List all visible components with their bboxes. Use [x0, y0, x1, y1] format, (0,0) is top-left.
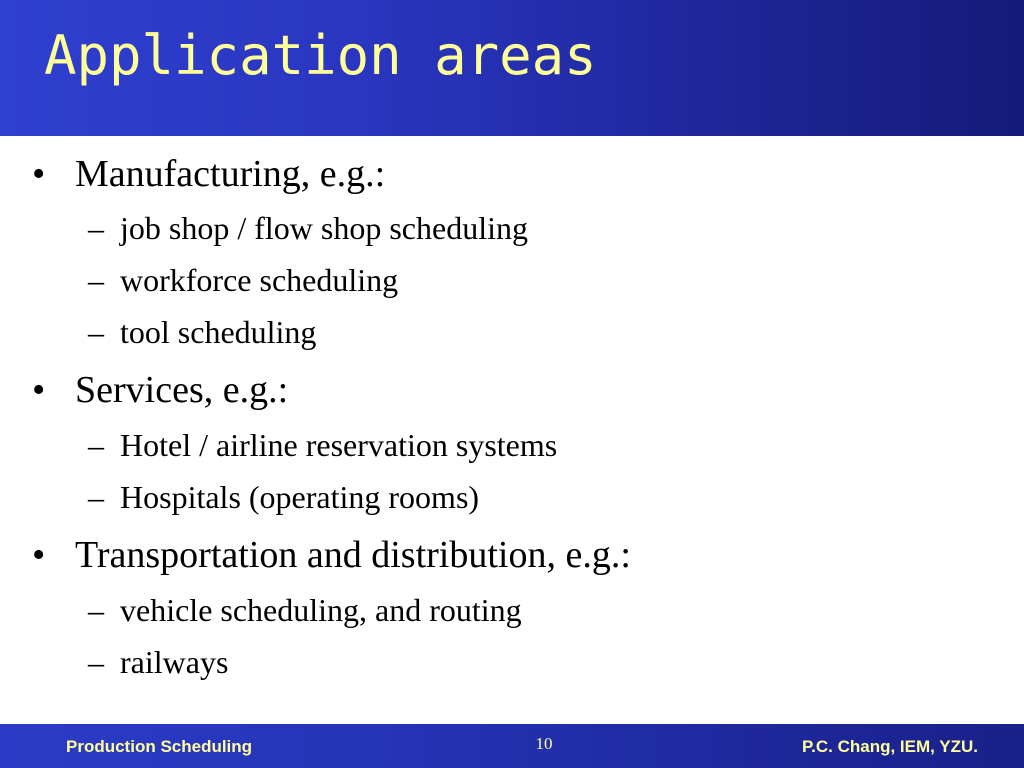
sub-item-label: workforce scheduling: [120, 262, 399, 298]
dash-icon: –: [88, 210, 104, 246]
bullet-label: Transportation and distribution, e.g.:: [75, 534, 631, 576]
dash-icon: –: [88, 592, 104, 628]
sub-item: [88, 261, 398, 299]
sub-item: [88, 426, 557, 464]
bullet-item-transportation: [32, 533, 631, 577]
slide-title: Application areas: [44, 24, 597, 87]
sub-item-label: tool scheduling: [120, 314, 317, 350]
bullet-label: Services, e.g.:: [75, 369, 289, 411]
page-number: 10: [535, 734, 553, 753]
sub-item-label: Hotel / airline reservation systems: [120, 427, 558, 463]
dash-icon: –: [88, 427, 104, 463]
sub-item: [88, 313, 316, 351]
sub-item-label: railways: [120, 644, 229, 680]
footer-course-title: Production Scheduling: [66, 737, 253, 756]
bullet-icon: •: [32, 369, 46, 411]
bullet-label: Manufacturing, e.g.:: [75, 153, 386, 195]
bullet-item-manufacturing: [32, 152, 385, 196]
dash-icon: –: [88, 479, 104, 515]
bullet-icon: •: [32, 534, 46, 576]
dash-icon: –: [88, 644, 104, 680]
dash-icon: –: [88, 262, 104, 298]
sub-item-label: vehicle scheduling, and routing: [120, 592, 522, 628]
sub-item-label: Hospitals (operating rooms): [120, 479, 480, 515]
sub-item: [88, 478, 479, 516]
dash-icon: –: [88, 314, 104, 350]
bullet-icon: •: [32, 153, 46, 195]
sub-item: [88, 591, 522, 629]
sub-item-label: job shop / flow shop scheduling: [120, 210, 528, 246]
sub-item: [88, 209, 528, 247]
sub-item: [88, 643, 228, 681]
bullet-item-services: [32, 368, 288, 412]
footer-author: P.C. Chang, IEM, YZU.: [801, 737, 978, 756]
